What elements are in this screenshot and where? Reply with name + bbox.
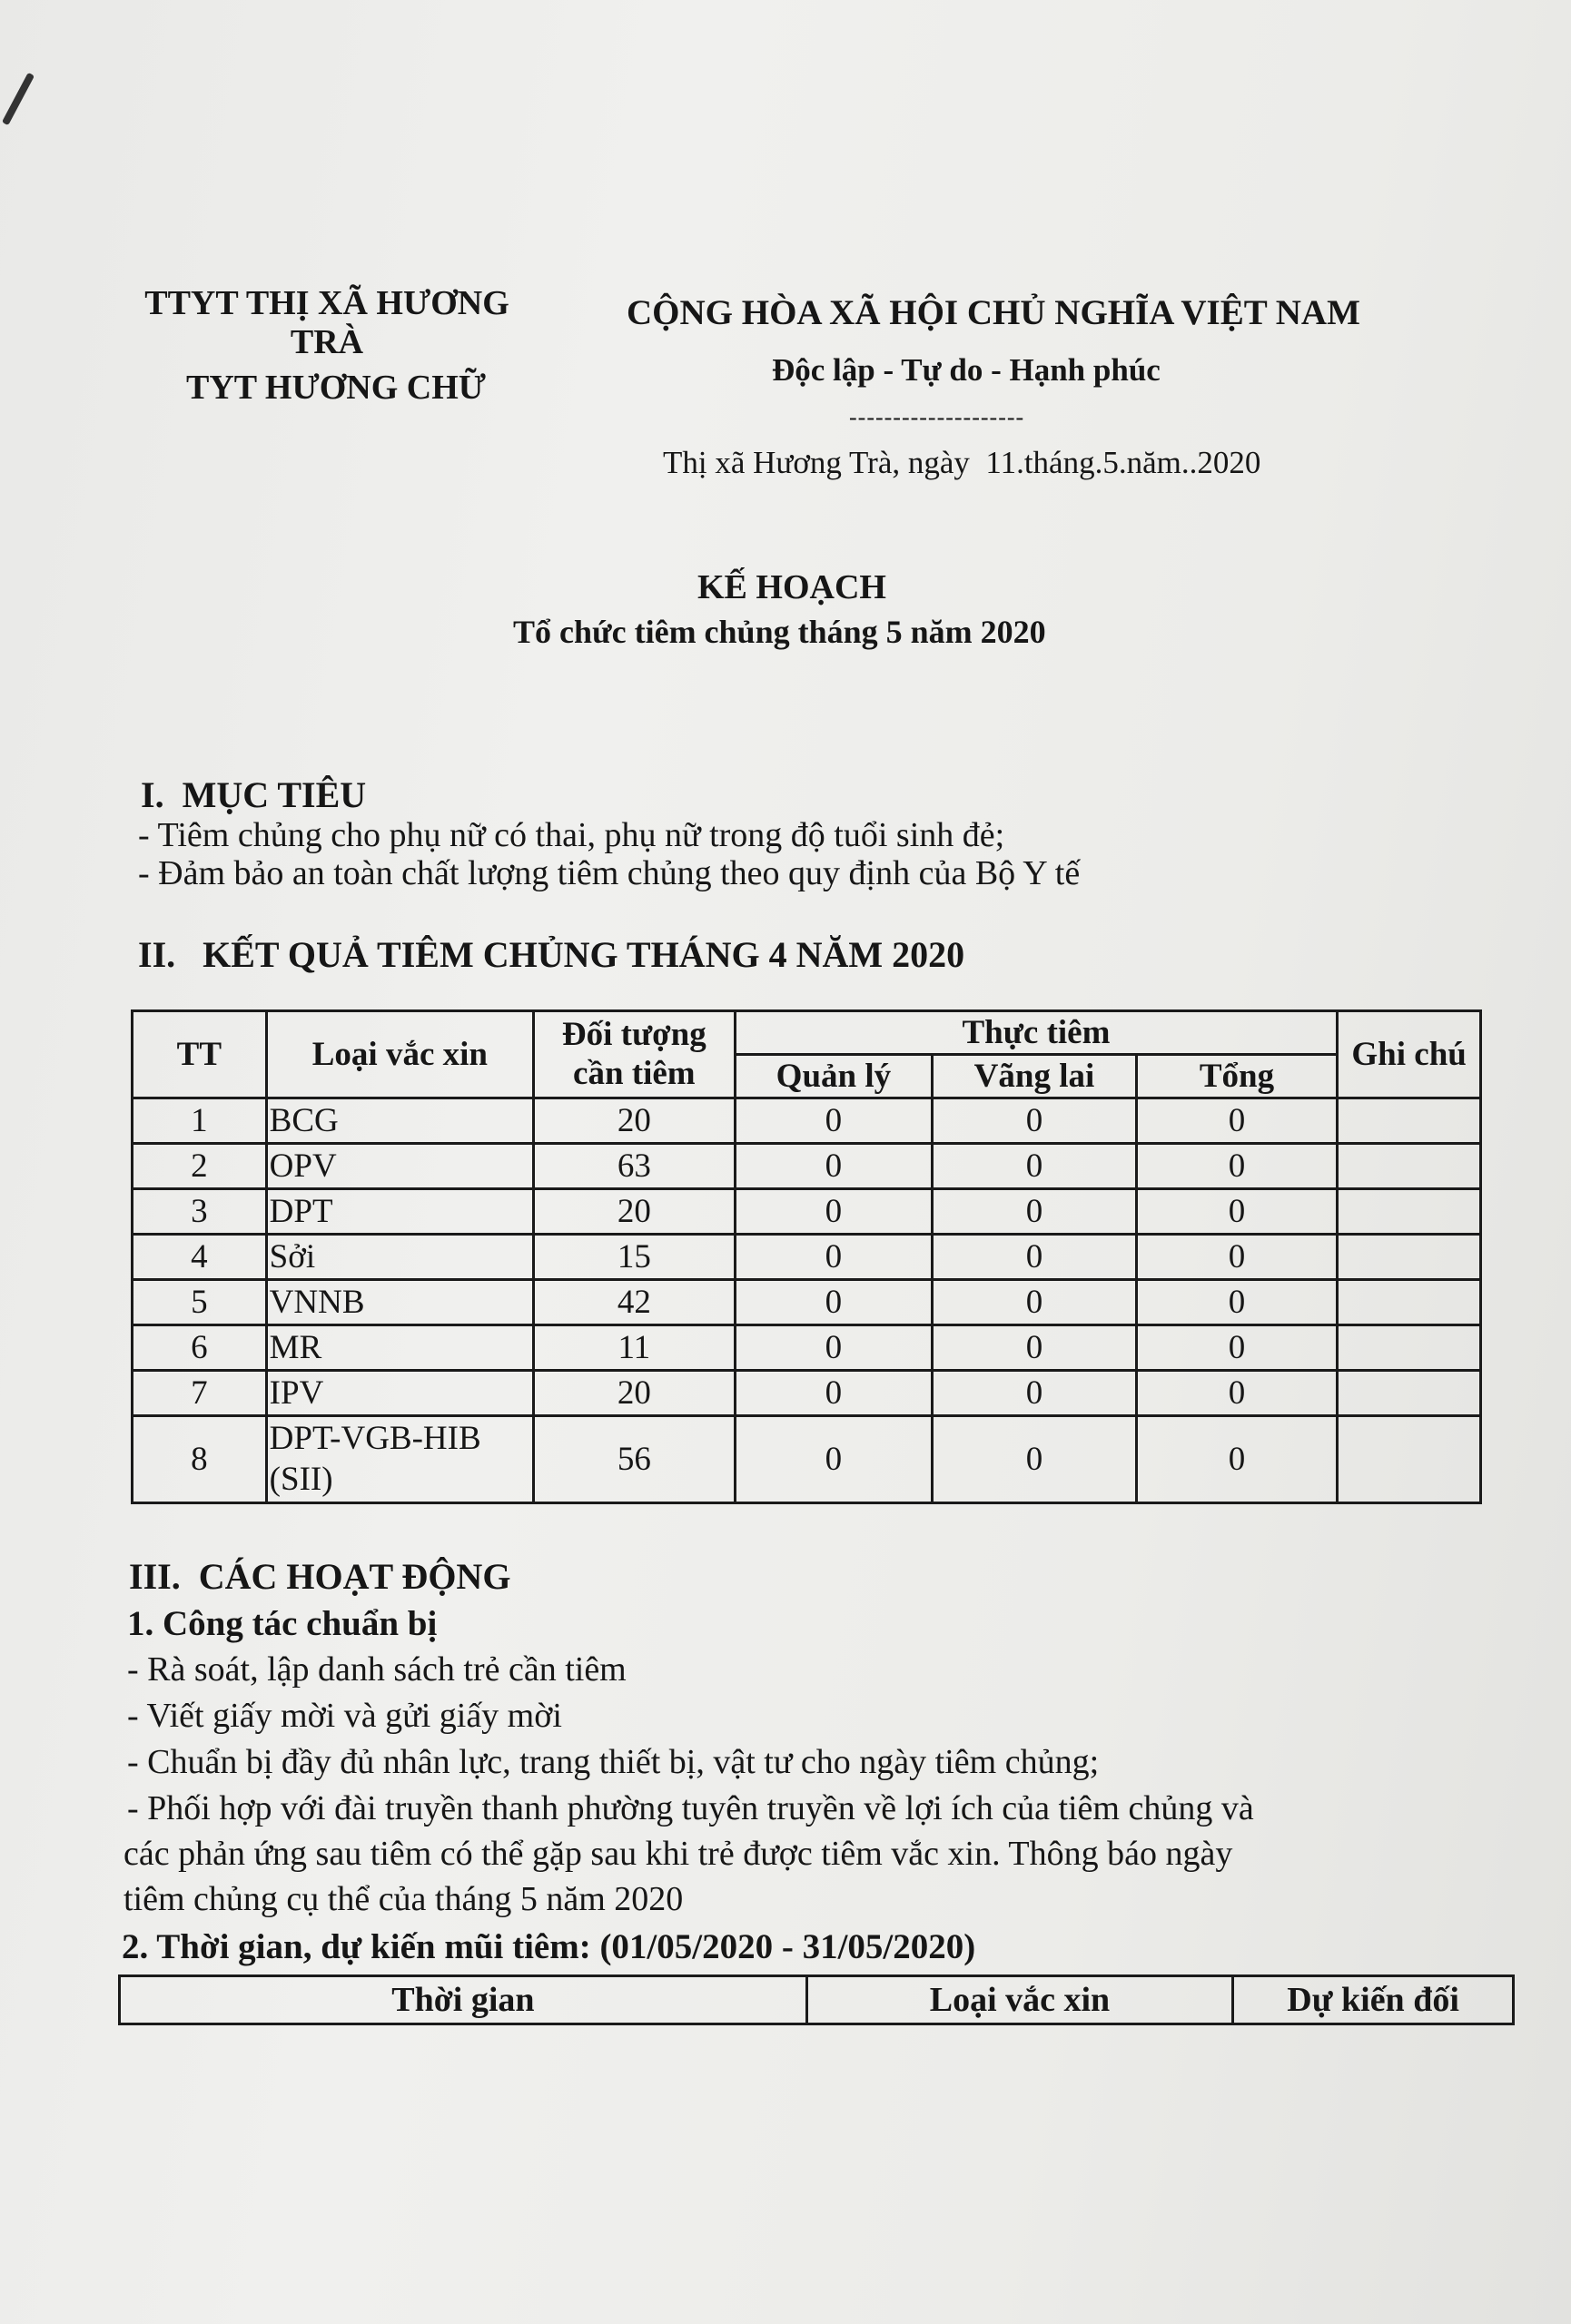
document-title: KẾ HOẠCH <box>697 568 886 606</box>
org-line-1: TTYT THỊ XÃ HƯƠNG <box>144 284 509 322</box>
activity-line: tiêm chủng cụ thể của tháng 5 năm 2020 <box>124 1880 684 1918</box>
cell-total: 0 <box>1136 1189 1338 1235</box>
cell-vaccine: VNNB <box>266 1280 533 1325</box>
cell-tt: 1 <box>133 1098 267 1144</box>
cell-note <box>1338 1144 1481 1189</box>
org-line-2: TRÀ <box>290 323 364 361</box>
cell-vaccine <box>266 1416 533 1503</box>
nation-title: CỘNG HÒA XÃ HỘI CHỦ NGHĨA VIỆT NAM <box>627 293 1360 332</box>
activity-line: các phản ứng sau tiêm có thể gặp sau khi trẻ được tiêm vắc xin. Thông báo ngày <box>124 1835 1233 1873</box>
cell-total: 0 <box>1136 1280 1338 1325</box>
header-target-line1: Đối tượng <box>561 1015 706 1053</box>
pen-mark <box>2 73 35 125</box>
cell-managed: 0 <box>735 1235 933 1280</box>
cell-managed: 0 <box>735 1416 933 1503</box>
cell-visiting: 0 <box>933 1416 1137 1503</box>
schedule-table <box>118 1974 1515 2025</box>
cell-note <box>1338 1416 1481 1503</box>
table-row <box>133 1235 1481 1280</box>
cell-visiting: 0 <box>933 1235 1137 1280</box>
table-row <box>133 1280 1481 1325</box>
cell-vaccine-line2: (SII) <box>269 1460 333 1498</box>
cell-target: 20 <box>534 1371 736 1416</box>
cell-vaccine: BCG <box>266 1098 533 1144</box>
cell-note <box>1338 1325 1481 1371</box>
cell-vaccine: OPV <box>266 1144 533 1189</box>
cell-visiting: 0 <box>933 1189 1137 1235</box>
schedule-header-expected: Dự kiến đối <box>1233 1976 1514 2024</box>
motto: Độc lập - Tự do - Hạnh phúc <box>772 352 1161 388</box>
cell-vaccine-line1: DPT-VGB-HIB <box>269 1420 481 1458</box>
cell-managed: 0 <box>735 1098 933 1144</box>
cell-managed: 0 <box>735 1325 933 1371</box>
cell-tt: 2 <box>133 1144 267 1189</box>
cell-managed: 0 <box>735 1144 933 1189</box>
cell-tt: 3 <box>133 1189 267 1235</box>
cell-tt: 7 <box>133 1371 267 1416</box>
cell-target: 56 <box>534 1416 736 1503</box>
motto-divider: -------------------- <box>849 404 1025 430</box>
activity-line: - Chuẩn bị đầy đủ nhân lực, trang thiết bị, vật tư cho ngày tiêm chủng; <box>127 1743 1100 1781</box>
cell-visiting: 0 <box>933 1371 1137 1416</box>
header-managed: Quản lý <box>735 1055 933 1098</box>
header-total: Tổng <box>1136 1055 1338 1098</box>
document-date: Thị xã Hương Trà, ngày 11.tháng.5.năm..2020 <box>663 445 1261 480</box>
cell-managed: 0 <box>735 1280 933 1325</box>
cell-managed: 0 <box>735 1371 933 1416</box>
schedule-header-row <box>120 1976 1514 2024</box>
cell-note <box>1338 1189 1481 1235</box>
org-line-3: TYT HƯƠNG CHỮ <box>185 369 487 407</box>
section-1-line: - Đảm bảo an toàn chất lượng tiêm chủng theo quy định của Bộ Y tế <box>138 854 1081 892</box>
activity-line: - Viết giấy mời và gửi giấy mời <box>127 1697 562 1735</box>
table-row <box>133 1371 1481 1416</box>
cell-target: 63 <box>534 1144 736 1189</box>
cell-note <box>1338 1098 1481 1144</box>
header-note: Ghi chú <box>1338 1011 1481 1098</box>
cell-vaccine: IPV <box>266 1371 533 1416</box>
activity-line: - Rà soát, lập danh sách trẻ cần tiêm <box>127 1650 627 1689</box>
cell-vaccine: MR <box>266 1325 533 1371</box>
table-header-row <box>133 1011 1481 1055</box>
cell-note <box>1338 1280 1481 1325</box>
schedule-header-time: Thời gian <box>120 1976 807 2024</box>
section-1-heading: I. MỤC TIÊU <box>141 774 367 815</box>
section-3-subheading-1: 1. Công tác chuẩn bị <box>127 1604 438 1643</box>
cell-total: 0 <box>1136 1144 1338 1189</box>
cell-target: 20 <box>534 1189 736 1235</box>
section-2-heading: II. KẾT QUẢ TIÊM CHỦNG THÁNG 4 NĂM 2020 <box>138 934 965 975</box>
cell-total: 0 <box>1136 1235 1338 1280</box>
table-row <box>133 1325 1481 1371</box>
cell-target: 11 <box>534 1325 736 1371</box>
header-visiting: Vãng lai <box>933 1055 1137 1098</box>
cell-total: 0 <box>1136 1371 1338 1416</box>
cell-visiting: 0 <box>933 1098 1137 1144</box>
cell-target: 20 <box>534 1098 736 1144</box>
cell-visiting: 0 <box>933 1144 1137 1189</box>
schedule-header-vaccine: Loại vắc xin <box>806 1976 1232 2024</box>
cell-visiting: 0 <box>933 1325 1137 1371</box>
results-table <box>131 1009 1482 1504</box>
section-1-line: - Tiêm chủng cho phụ nữ có thai, phụ nữ trong độ tuổi sinh đẻ; <box>138 816 1005 854</box>
header-vaccine: Loại vắc xin <box>266 1011 533 1098</box>
header-target <box>534 1011 736 1098</box>
header-tt: TT <box>133 1011 267 1098</box>
table-row <box>133 1098 1481 1144</box>
cell-tt: 5 <box>133 1280 267 1325</box>
cell-vaccine: Sởi <box>266 1235 533 1280</box>
cell-note <box>1338 1235 1481 1280</box>
cell-vaccine: DPT <box>266 1189 533 1235</box>
document-subtitle: Tổ chức tiêm chủng tháng 5 năm 2020 <box>513 614 1046 650</box>
table-row <box>133 1189 1481 1235</box>
section-3-subheading-2: 2. Thời gian, dự kiến mũi tiêm: (01/05/2020 - 31/05/2020) <box>122 1927 976 1966</box>
cell-tt: 4 <box>133 1235 267 1280</box>
cell-tt: 8 <box>133 1416 267 1503</box>
cell-target: 42 <box>534 1280 736 1325</box>
cell-note <box>1338 1371 1481 1416</box>
cell-target: 15 <box>534 1235 736 1280</box>
cell-visiting: 0 <box>933 1280 1137 1325</box>
cell-total: 0 <box>1136 1325 1338 1371</box>
table-row <box>133 1416 1481 1503</box>
table-row <box>133 1144 1481 1189</box>
cell-managed: 0 <box>735 1189 933 1235</box>
cell-tt: 6 <box>133 1325 267 1371</box>
header-actual: Thực tiêm <box>735 1011 1338 1055</box>
cell-total: 0 <box>1136 1098 1338 1144</box>
section-3-heading: III. CÁC HOẠT ĐỘNG <box>129 1556 511 1597</box>
cell-total: 0 <box>1136 1416 1338 1503</box>
header-target-line2: cần tiêm <box>573 1054 696 1092</box>
activity-line: - Phối hợp với đài truyền thanh phường tuyên truyền về lợi ích của tiêm chủng và <box>127 1789 1254 1827</box>
